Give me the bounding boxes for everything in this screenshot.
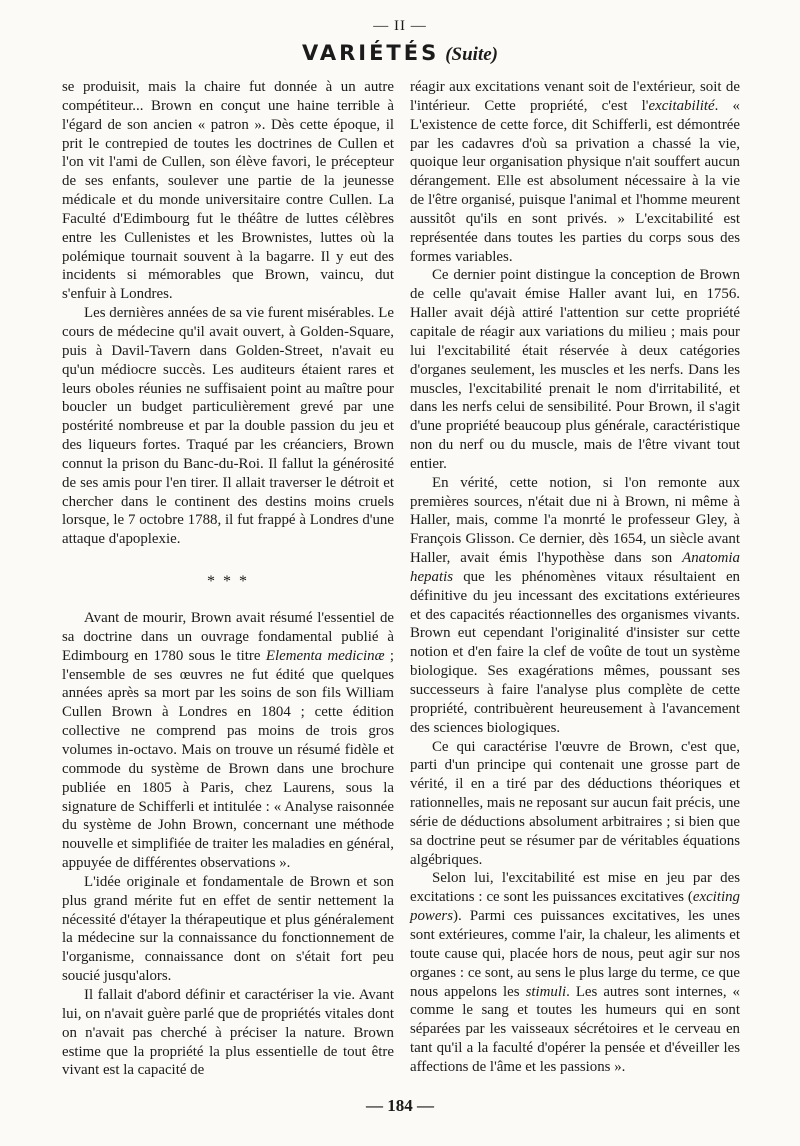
paragraph (410, 474, 740, 738)
page-header (0, 18, 800, 66)
paragraph-text: ; l'ensemble de ses œuvres ne fut édité que quelques années après sa mort par les soins de son fils William Cullen Brown à Londres en 1804 ; cette édition collective ne comprend pas moins de trois gros volumes in-octavo. Mais on trouve un résumé fidèle et commode du système de Brown dans une brochure publiée en 1805 à Paris, chez Laurens, sous la signature de Schifferli et intitulée : « Analyse raisonnée du système de John Brown, concernant une méthode nouvelle et simplifiée de traiter les maladies en général, appuyée de différentes observations ». (62, 647, 395, 872)
paragraph (410, 869, 740, 1076)
section-subtitle: (Suite) (445, 44, 498, 65)
paragraph-text: Avant de mourir, Brown avait résumé l'essentiel de sa doctrine dans un ouvrage fondamental publié à Edimbourg en 1780 sous le titre (62, 610, 394, 664)
page-number: — 184 — (366, 1096, 434, 1115)
paragraph-text: réagir aux excitations venant soit de l'extérieur, soit de l'intérieur. Cette propriété, c'est l' (410, 79, 740, 114)
paragraph: Ce qui caractérise l'œuvre de Brown, c'est que, parti d'un principe qui contenait une grosse part de vérité, il en a tiré par des déductions théoriques et rationnelles, mais ne reposant sur aucun fait précis, une série de déductions absolument arbitraires ; si bien que sa doctrine peut se résumer par de véritables équations algébriques. (410, 738, 740, 868)
book-title: Elementa medicinæ (265, 647, 385, 664)
paragraph: se produisit, mais la chaire fut donnée à un autre compétiteur... Brown en conçut une haine terrible à l'égard de son ancien « patron ». Dès cette époque, il prit le contrepied de toutes les doctrines de Cullen et l'on vit l'ami de Cullen, son élève favori, le précepteur de ses enfants, soulever une partie de la jeunesse médicale et du monde universitaire contre Cullen. La Faculté d'Edimbourg fut le théâtre de luttes célèbres entre les Cullenistes et les Brownistes, luttes où la polémique tournait souvent à la bagarre. Il y eut des incidents si mémorables que Brown, vaincu, dut s'enfuir à Londres. (62, 79, 394, 303)
paragraph: Ce dernier point distingue la conception de Brown de celle qu'avait émise Haller avant lui, en 1756. Haller avait déjà attiré l'attention sur cette propriété capitale de réagir aux variations du milieu ; mais pour lui l'excitabilité était réservée à deux catégories d'organes seulement, les muscles et les nerfs. Dans les muscles, l'excitabilité prenait le nom d'irritabilité, et dans les nerfs celui de sensibilité. Pour Brown, il s'agit d'une propriété beaucoup plus générale, caractéristique non du nerf ou du muscle, mais de l'être vivant tout entier. (410, 267, 740, 472)
paragraph-text: ). Parmi ces puissances excitatives, les unes sont extérieures, comme l'air, la chaleur, les aliments et toute cause qui, placée hors de nous, peut agir sur nos organes : ce sont, au sens le plus large du terme, ce que nous appelons les (410, 908, 740, 1000)
left-column (62, 78, 394, 1080)
term: stimuli (525, 983, 567, 1000)
paragraph: L'idée originale et fondamentale de Brown et son plus grand mérite fut en effet de sentir nettement la nécessité d'étayer la thérapeutique et plus généralement la médecine sur la connaissance du fonctionnement de l'organisme, connaissance dont on s'était fort peu soucié jusqu'alors. (62, 873, 394, 985)
book-title: Anatomia hepatis (410, 550, 740, 585)
section-title-text: VARIÉTÉS (302, 41, 440, 65)
paragraph: Les dernières années de sa vie furent misérables. Le cours de médecine qu'il avait ouvert, à Golden-Square, puis à Davil-Tavern dans Golden-Street, n'avait eu qu'un médiocre succès. Les auditeurs étaient rares et leurs oboles réunies ne suffisaient point au maître pour boucler un budget particulièrement grevé par une postérité nombreuse et par la double passion du jeu et des liqueurs fortes. Traqué par les créanciers, Brown connut la prison du Banc-du-Roi. Il fallut la générosité de ses amis pour l'en tirer. Il allait traverser le détroit et chercher dans le continent des destins moins cruels lorsque, le 7 octobre 1788, il fut frappé à Londres d'une attaque d'apoplexie. (62, 305, 394, 548)
paragraph-text: En vérité, cette notion, si l'on remonte aux premières sources, n'était due ni à Brown, ni même à Haller, mais, comme l'a monrté le professeur Gley, à François Glisson. Ce dernier, dès 1654, un siècle avant Haller, avait émis l'hypothèse dans son (410, 474, 740, 567)
paragraph-text: Selon lui, l'excitabilité est mise en jeu par des excitations : ce sont les puissances excitatives ( (410, 870, 740, 906)
paragraph (62, 609, 394, 873)
term: excitabilité (648, 97, 715, 114)
paragraph: Il fallait d'abord définir et caractériser la vie. Avant lui, on n'avait guère parlé que de propriétés vitales dont on n'avait pas cherché à préciser la nature. Brown estime que la propriété la plus essentielle de tout être vivant est la capacité de (62, 986, 394, 1079)
right-column (410, 78, 740, 1077)
paragraph (410, 78, 740, 266)
term: exciting powers (410, 889, 740, 925)
section-separator: * * * (207, 573, 249, 591)
page-marker: — II — (373, 18, 427, 34)
paragraph-text: . Les autres sont internes, « comme le sang et toutes les humeurs qui en sont séparées par les vaisseaux sécrétoires et le cerveau en tant qu'il a la faculté d'opérer la pensée et d'éveiller les affections de l'âme et les passions ». (410, 983, 740, 1075)
paragraph-text: que les phénomènes vitaux résultaient en définitive du jeu incessant des excitations extérieures et des capacités réactionnelles des organismes vivants. Brown eut cependant l'originalité d'insister sur cette notion et d'en faire la clef de voûte de tout un système biologique. Ses exagérations mêmes, poussant ses successeurs à faire l'analyse plus complète de cette propriété, contribuèrent heureusement à l'avancement des sciences biologiques. (410, 568, 740, 736)
paragraph-text: . « L'existence de cette force, dit Schifferli, est démontrée par les cadavres d'où sa privation a chassé la vie, quoique leur organisation physique n'ait souffert aucun dérangement. Elle est absolument nécessaire à la vie de l'être organisé, puisque l'animal et l'homme meurent aussitôt qu'ils en sont privés. » L'excitabilité est représentée dans toutes les parties du corps sous des formes variables. (410, 97, 740, 265)
section-title (0, 41, 800, 66)
